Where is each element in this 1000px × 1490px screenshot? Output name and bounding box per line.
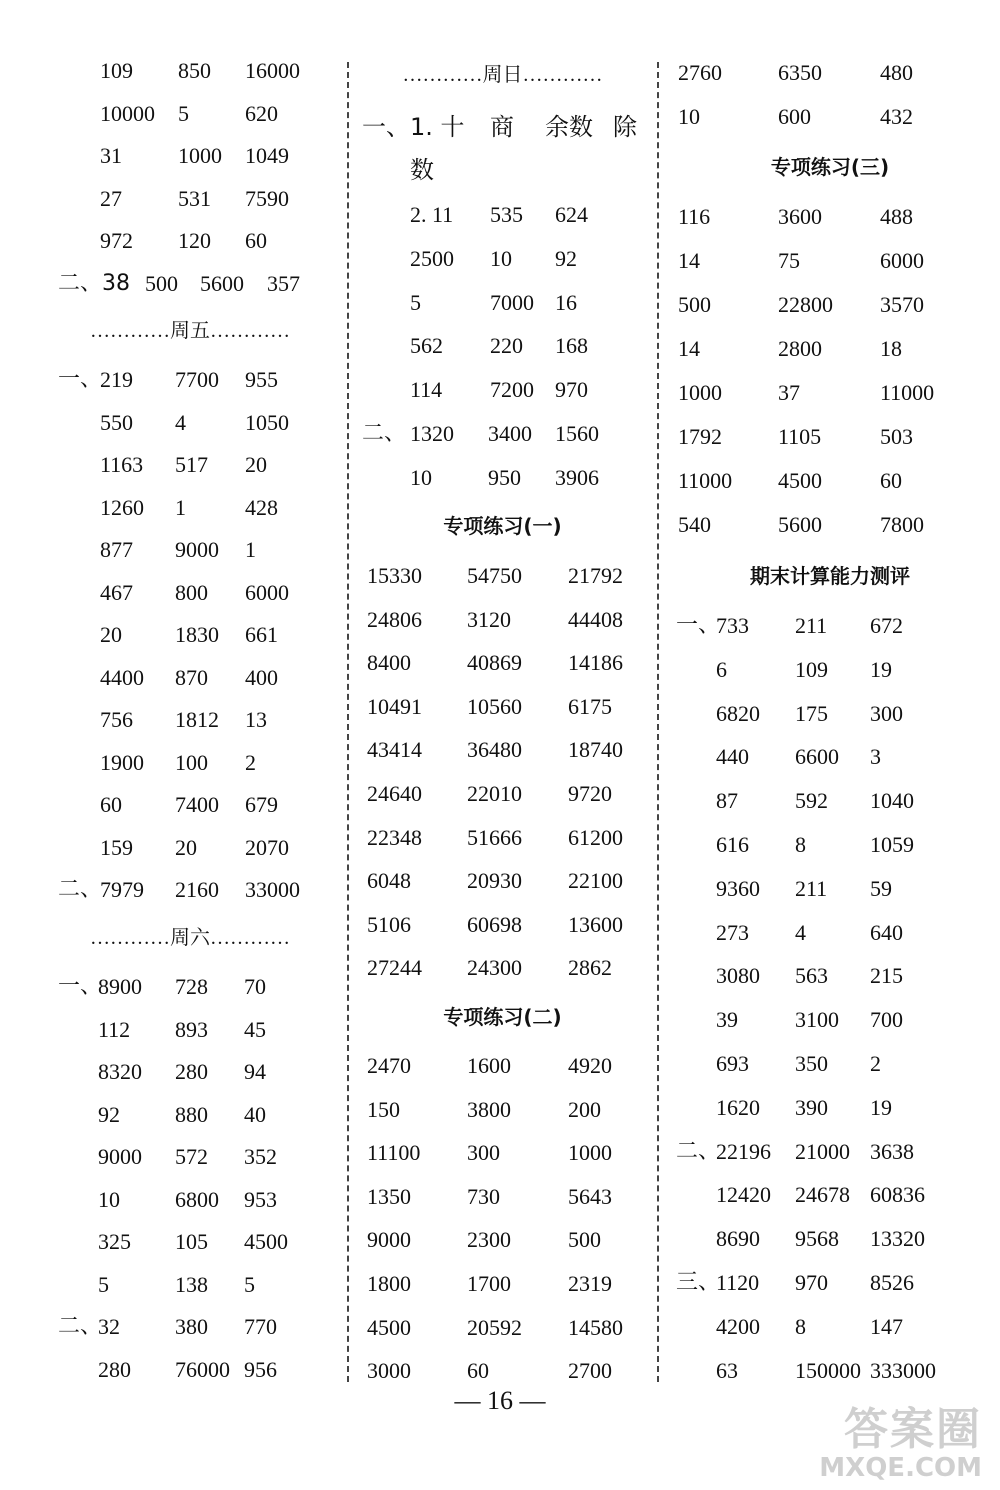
- answer-value: 5: [98, 1271, 109, 1297]
- answer-value: 2: [245, 749, 256, 775]
- fill-answer: 一、1. 十: [362, 113, 465, 141]
- answer-value: 109: [100, 58, 133, 83]
- answer-value: 6: [716, 656, 727, 682]
- answer-value: 60: [467, 1358, 489, 1384]
- answer-value: 54750: [467, 563, 522, 588]
- answer-value: 37: [778, 380, 800, 405]
- answer-value: 2070: [245, 834, 289, 860]
- answer-value: 503: [880, 424, 913, 449]
- fill-answer: 除: [613, 113, 637, 141]
- answer-value: 880: [175, 1101, 208, 1127]
- answer-value: 70: [244, 974, 266, 999]
- section-marker: 二、38: [58, 271, 130, 296]
- answer-value: 10000: [100, 100, 155, 126]
- answer-value: 8526: [870, 1270, 914, 1295]
- answer-value: 3570: [880, 292, 924, 317]
- answer-value: 400: [245, 664, 278, 690]
- answer-value: 4500: [778, 468, 822, 493]
- answer-value: 20592: [467, 1314, 522, 1340]
- answer-value: 950: [488, 464, 521, 490]
- answer-value: 60: [880, 468, 902, 493]
- answer-value: 147: [870, 1313, 903, 1339]
- answer-value: 562: [410, 333, 443, 359]
- answer-value: 1049: [245, 143, 289, 168]
- answer-value: 3120: [467, 606, 511, 632]
- answer-value: 7000: [490, 289, 534, 315]
- answer-value: 16: [555, 289, 577, 315]
- answer-value: 7200: [490, 377, 534, 403]
- answer-value: 14: [678, 248, 700, 273]
- section-marker: 一、: [58, 367, 103, 392]
- answer-value: 280: [175, 1059, 208, 1084]
- section-marker: 一、: [676, 613, 721, 638]
- answer-value: 168: [555, 333, 588, 359]
- section-marker: 三、: [676, 1270, 721, 1295]
- answer-value: 11100: [367, 1140, 421, 1166]
- answer-value: 6175: [568, 693, 612, 719]
- answer-value: 500: [568, 1227, 601, 1253]
- answer-value: 211: [795, 875, 828, 901]
- answer-value: 18: [880, 336, 902, 361]
- answer-value: 7400: [175, 792, 219, 817]
- answer-value: 44408: [568, 606, 623, 632]
- answer-value: 61200: [568, 824, 623, 850]
- answer-value: 27244: [367, 955, 422, 981]
- section-title-final-test: 期末计算能力测评: [750, 564, 910, 588]
- answer-value: 20: [100, 622, 122, 647]
- column-divider: [657, 62, 659, 1382]
- answer-value: 21000: [795, 1138, 850, 1164]
- answer-value: 9000: [367, 1227, 411, 1253]
- answer-value: 120: [178, 228, 211, 253]
- answer-value: 22800: [778, 292, 833, 317]
- answer-value: 1040: [870, 788, 914, 814]
- answer-value: 1700: [467, 1271, 511, 1296]
- answer-value: 1: [175, 494, 186, 520]
- answer-value: 4400: [100, 664, 144, 690]
- answer-value: 2700: [568, 1358, 612, 1384]
- answer-value: 756: [100, 707, 133, 732]
- answer-value: 60: [245, 228, 267, 253]
- answer-value: 51666: [467, 824, 522, 850]
- answer-value: 2800: [778, 336, 822, 361]
- answer-value: 6350: [778, 60, 822, 85]
- answer-value: 432: [880, 104, 913, 129]
- answer-value: 6048: [367, 868, 411, 894]
- answer-value: 219: [100, 367, 133, 392]
- answer-value: 75: [778, 248, 800, 273]
- answer-value: 3638: [870, 1138, 914, 1164]
- answer-value: 105: [175, 1229, 208, 1254]
- section-marker: 二、: [676, 1138, 721, 1164]
- answer-value: 955: [245, 367, 278, 392]
- answer-value: 11000: [880, 380, 935, 405]
- section-marker: 二、: [58, 1314, 103, 1339]
- answer-value: 20: [245, 452, 267, 477]
- answer-value: 6820: [716, 700, 760, 726]
- answer-value: 138: [175, 1271, 208, 1297]
- answer-value: 5: [178, 100, 189, 126]
- answer-value: 3800: [467, 1096, 511, 1122]
- answer-value: 18740: [568, 737, 623, 763]
- answer-value: 850: [178, 58, 211, 83]
- fill-answer: 商: [490, 113, 514, 141]
- answer-value: 620: [245, 100, 278, 126]
- answer-value: 531: [178, 185, 211, 211]
- answer-value: 24640: [367, 781, 422, 806]
- answer-value: 5106: [367, 911, 411, 937]
- answer-value: 220: [490, 333, 523, 359]
- answer-value: 45: [244, 1016, 266, 1042]
- answer-value: 2319: [568, 1271, 612, 1296]
- answer-value: 7800: [880, 512, 924, 537]
- answer-value: 4500: [244, 1229, 288, 1254]
- answer-value: 956: [244, 1356, 277, 1382]
- answer-value: 357: [267, 271, 300, 296]
- answer-value: 109: [795, 656, 828, 682]
- answer-value: 970: [795, 1270, 828, 1295]
- answer-value: 150: [367, 1096, 400, 1122]
- answer-value: 488: [880, 204, 913, 229]
- answer-value: 273: [716, 919, 749, 945]
- answer-value: 1260: [100, 494, 144, 520]
- answer-value: 63: [716, 1357, 738, 1383]
- answer-value: 20: [175, 834, 197, 860]
- answer-value: 440: [716, 744, 749, 770]
- answer-value: 7700: [175, 367, 219, 392]
- section-header-saturday: …………周六…………: [90, 927, 290, 949]
- answer-value: 2862: [568, 955, 612, 981]
- answer-value: 1830: [175, 622, 219, 647]
- answer-value: 1120: [716, 1270, 760, 1295]
- answer-value: 10: [410, 464, 432, 490]
- answer-value: 60698: [467, 911, 522, 937]
- answer-value: 333000: [870, 1357, 936, 1383]
- answer-value: 467: [100, 579, 133, 605]
- answer-value: 953: [244, 1186, 277, 1212]
- answer-value: 76000: [175, 1356, 230, 1382]
- answer-value: 43414: [367, 737, 422, 763]
- answer-value: 1050: [245, 409, 289, 435]
- answer-value: 6000: [880, 248, 924, 273]
- answer-value: 325: [98, 1229, 131, 1254]
- answer-value: 87: [716, 788, 738, 814]
- answer-value: 60: [100, 792, 122, 817]
- answer-value: 94: [244, 1059, 266, 1084]
- answer-value: 4500: [367, 1314, 411, 1340]
- answer-value: 5600: [778, 512, 822, 537]
- answer-value: 5643: [568, 1183, 612, 1209]
- answer-value: 19: [870, 1094, 892, 1120]
- section-header-friday: …………周五…………: [90, 320, 290, 342]
- answer-value: 300: [467, 1140, 500, 1166]
- answer-value: 480: [880, 60, 913, 85]
- answer-value: 24678: [795, 1182, 850, 1208]
- answer-value: 1059: [870, 832, 914, 857]
- answer-value: 5: [410, 289, 421, 315]
- answer-value: 8900: [98, 974, 142, 999]
- answer-value: 1000: [678, 380, 722, 405]
- answer-value: 390: [795, 1094, 828, 1120]
- answer-value: 31: [100, 143, 122, 168]
- answer-value: 3: [870, 744, 881, 770]
- answer-value: 27: [100, 185, 122, 211]
- answer-value: 215: [870, 963, 903, 989]
- answer-value: 114: [410, 377, 443, 403]
- answer-value: 1560: [555, 421, 599, 446]
- fill-answer: 余数: [545, 113, 593, 141]
- answer-value: 92: [555, 245, 577, 271]
- section-marker: 一、: [58, 974, 103, 999]
- answer-value: 9720: [568, 781, 612, 806]
- answer-value: 6800: [175, 1186, 219, 1212]
- answer-value: 8320: [98, 1059, 142, 1084]
- section-marker: 二、: [362, 421, 407, 446]
- section-header-sunday: …………周日…………: [402, 64, 603, 86]
- answer-value: 2: [870, 1051, 881, 1076]
- answer-value: 550: [100, 409, 133, 435]
- answer-value: 700: [870, 1007, 903, 1033]
- answer-value: 175: [795, 700, 828, 726]
- answer-value: 1800: [367, 1271, 411, 1296]
- answer-value: 500: [145, 271, 178, 296]
- answer-value: 24806: [367, 606, 422, 632]
- answer-value: 728: [175, 974, 208, 999]
- answer-value: 15330: [367, 563, 422, 588]
- answer-value: 500: [678, 292, 711, 317]
- answer-value: 13600: [568, 911, 623, 937]
- answer-value: 563: [795, 963, 828, 989]
- answer-value: 1000: [568, 1140, 612, 1166]
- answer-value: 12420: [716, 1182, 771, 1208]
- answer-value: 8: [795, 832, 806, 857]
- answer-value: 350: [795, 1051, 828, 1076]
- answer-value: 22010: [467, 781, 522, 806]
- fill-answer: 数: [410, 156, 434, 184]
- answer-value: 10560: [467, 693, 522, 719]
- answer-value: 3906: [555, 464, 599, 490]
- answer-value: 7590: [245, 185, 289, 211]
- answer-value: 6000: [245, 579, 289, 605]
- section-marker: 二、: [58, 877, 103, 902]
- answer-value: 16000: [245, 58, 300, 83]
- answer-value: 1105: [778, 424, 822, 449]
- answer-value: 640: [870, 919, 903, 945]
- answer-value: 14: [678, 336, 700, 361]
- column-divider: [347, 62, 349, 1382]
- answer-value: 10: [98, 1186, 120, 1212]
- answer-value: 592: [795, 788, 828, 814]
- answer-value: 21792: [568, 563, 623, 588]
- answer-value: 733: [716, 613, 749, 638]
- answer-value: 22348: [367, 824, 422, 850]
- answer-value: 4920: [568, 1053, 612, 1078]
- section-title-practice-3: 专项练习(三): [770, 155, 890, 179]
- answer-value: 800: [175, 579, 208, 605]
- watermark-logo: 答案圈 MXQE.COM: [819, 1404, 982, 1483]
- answer-value: 4: [795, 919, 806, 945]
- answer-value: 517: [175, 452, 208, 477]
- answer-value: 1792: [678, 424, 722, 449]
- answer-value: 380: [175, 1314, 208, 1339]
- answer-value: 3600: [778, 204, 822, 229]
- answer-value: 13: [245, 707, 267, 732]
- answer-value: 1: [245, 537, 256, 562]
- answer-value: 5600: [200, 271, 244, 296]
- answer-value: 2160: [175, 877, 219, 902]
- answer-value: 616: [716, 832, 749, 857]
- answer-value: 3080: [716, 963, 760, 989]
- answer-value: 2470: [367, 1053, 411, 1078]
- answer-value: 60836: [870, 1182, 925, 1208]
- answer-value: 624: [555, 202, 588, 227]
- answer-value: 540: [678, 512, 711, 537]
- answer-value: 59: [870, 875, 892, 901]
- answer-value: 2500: [410, 245, 454, 271]
- answer-value: 9000: [175, 537, 219, 562]
- answer-value: 39: [716, 1007, 738, 1033]
- answer-value: 4: [175, 409, 186, 435]
- answer-value: 1350: [367, 1183, 411, 1209]
- answer-value: 300: [870, 700, 903, 726]
- answer-value: 428: [245, 494, 278, 520]
- answer-value: 672: [870, 613, 903, 638]
- answer-value: 33000: [245, 877, 300, 902]
- section-title-practice-2: 专项练习(二): [443, 1005, 562, 1029]
- answer-value: 2760: [678, 60, 722, 85]
- answer-value: 36480: [467, 737, 522, 763]
- answer-value: 40869: [467, 650, 522, 676]
- answer-value: 9360: [716, 875, 760, 901]
- answer-value: 100: [175, 749, 208, 775]
- answer-value: 200: [568, 1096, 601, 1122]
- answer-value: 6600: [795, 744, 839, 770]
- answer-value: 730: [467, 1183, 500, 1209]
- answer-value: 19: [870, 656, 892, 682]
- answer-value: 2300: [467, 1227, 511, 1253]
- answer-value: 535: [490, 202, 523, 227]
- answer-value: 3400: [488, 421, 532, 446]
- answer-value: 10491: [367, 693, 422, 719]
- page-number: — 16 —: [454, 1386, 546, 1415]
- answer-value: 1163: [100, 452, 144, 477]
- answer-value: 211: [795, 613, 828, 638]
- answer-value: 877: [100, 537, 133, 562]
- answer-value: 3100: [795, 1007, 839, 1033]
- answer-value: 5: [244, 1271, 255, 1297]
- answer-value: 4200: [716, 1313, 760, 1339]
- answer-value: 14186: [568, 650, 623, 676]
- section-title-practice-1: 专项练习(一): [443, 514, 562, 538]
- answer-value: 13320: [870, 1226, 925, 1252]
- answer-value: 661: [245, 622, 278, 647]
- answer-value: 116: [678, 204, 711, 229]
- answer-value: 893: [175, 1016, 208, 1042]
- answer-value: 112: [98, 1016, 131, 1042]
- answer-value: 970: [555, 377, 588, 403]
- answer-value: 10: [490, 245, 512, 271]
- answer-value: 1812: [175, 707, 219, 732]
- answer-value: 150000: [795, 1357, 861, 1383]
- answer-value: 352: [244, 1144, 277, 1169]
- answer-value: 20930: [467, 868, 522, 894]
- answer-value: 9568: [795, 1226, 839, 1252]
- answer-value: 7979: [100, 877, 144, 902]
- answer-value: 572: [175, 1144, 208, 1169]
- answer-value: 3000: [367, 1358, 411, 1384]
- answer-value: 14580: [568, 1314, 623, 1340]
- answer-value: 11000: [678, 468, 733, 493]
- answer-value: 1900: [100, 749, 144, 775]
- answer-value: 1320: [410, 421, 454, 446]
- answer-value: 159: [100, 834, 133, 860]
- answer-value: 92: [98, 1101, 120, 1127]
- answer-value: 8400: [367, 650, 411, 676]
- answer-value: 679: [245, 792, 278, 817]
- answer-value: 1000: [178, 143, 222, 168]
- answer-value: 40: [244, 1101, 266, 1127]
- answer-value: 22100: [568, 868, 623, 894]
- answer-value: 870: [175, 664, 208, 690]
- answer-value: 24300: [467, 955, 522, 981]
- answer-value: 693: [716, 1051, 749, 1076]
- answer-value: 22196: [716, 1138, 771, 1164]
- answer-value: 1620: [716, 1094, 760, 1120]
- answer-value: 8690: [716, 1226, 760, 1252]
- answer-value: 2. 11: [410, 202, 454, 227]
- answer-value: 280: [98, 1356, 131, 1382]
- answer-value: 9000: [98, 1144, 142, 1169]
- answer-value: 10: [678, 104, 700, 129]
- answer-value: 8: [795, 1313, 806, 1339]
- answer-value: 1600: [467, 1053, 511, 1078]
- answer-value: 600: [778, 104, 811, 129]
- answer-value: 972: [100, 228, 133, 253]
- answer-value: 770: [244, 1314, 277, 1339]
- answer-value: 32: [98, 1314, 120, 1339]
